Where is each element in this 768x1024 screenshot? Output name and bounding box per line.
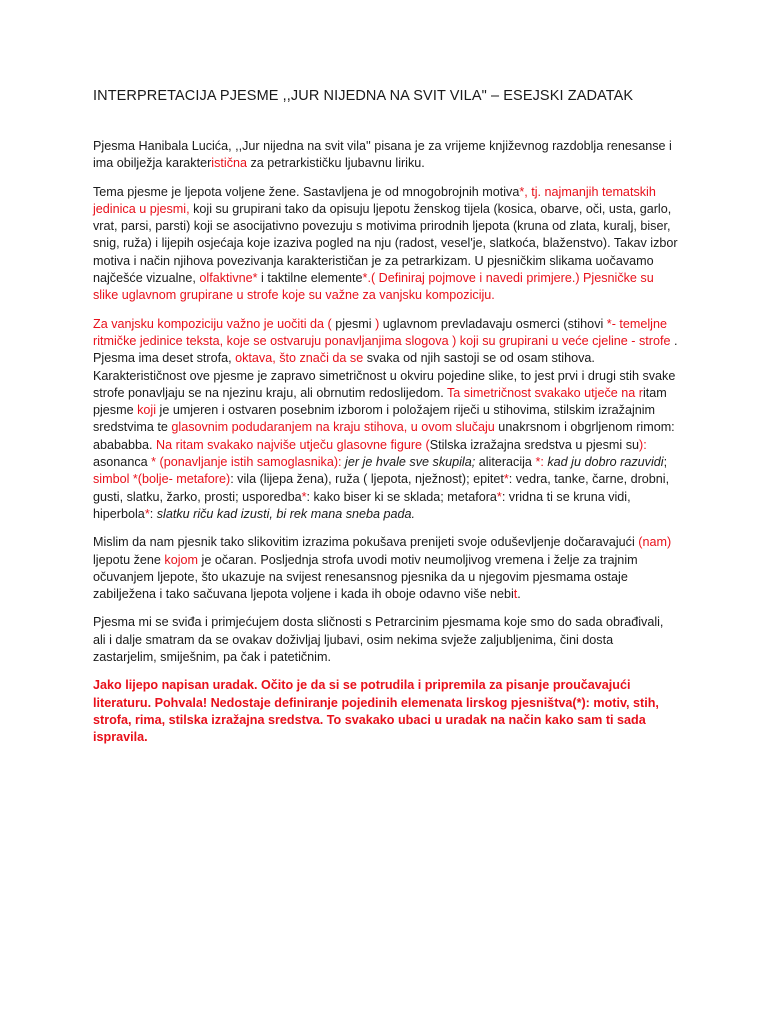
body-text: uglavnom prevladavaju osmerci (stihovi	[379, 316, 607, 331]
body-text: svaka od njih sastoji se od osam stihova. Karakterističnost ove pjesme je zapravo simetričnost u okviru pojedine slike, to jest prvi i drugi stih svake strofe ponavljaju se na njezinu kraju, ali obrnutim redoslijedom.	[93, 351, 676, 400]
body-text: Mislim da nam pjesnik tako slikovitim izrazima pokušava prenijeti svoje oduševljenje dočaravajući	[93, 535, 639, 550]
correction-text: oktava, što znači da se	[235, 351, 364, 366]
feedback-text: Jako lijepo napisan uradak. Očito je da si se potrudila i pripremila za pisanje proučavajući literaturu. Pohvala! Nedostaje definiranje pojedinih elemenata lirskog pjesništva(*): motiv, stih, strofa, rima, stilska izražajna sredstva. To svakako ubaci u uradak na način kako sam ti sada ispravila.	[93, 678, 659, 745]
body-text: : vedra, tanke, čarne, drobni, gusti, slatku, žarko, prosti; usporedba	[93, 472, 670, 504]
quotation-text: kad ju dobro razuvidi	[543, 455, 664, 470]
correction-text: olfaktivne*	[199, 271, 258, 286]
correction-text: * (ponavljanje istih samoglasnika):	[151, 455, 342, 470]
correction-text: Ta simetričnost svakako utječe na r	[446, 385, 643, 400]
body-text: ljepotu žene	[93, 552, 165, 567]
body-text: : vridna ti se kruna vidi, hiperbola	[93, 489, 631, 521]
correction-text: *- temeljne ritmičke jedinice teksta, koje se ostvaruju ponavljanjima slogova )	[93, 316, 667, 348]
body-text: ;	[663, 455, 668, 470]
correction-text: istična	[211, 156, 247, 171]
body-text: Pjesma mi se sviđa i primjećujem dosta sličnosti s Petrarcinim pjesmama koje smo do sada obrađivali, ali i dalje smatram da se ovakav doživljaj ljubavi, osim nekima svježe zaljubljenima, čini dosta zastarjelim, smiješnim, pa čak i patetičnim.	[93, 615, 664, 665]
body-text: za petrarkističku ljubavnu liriku.	[247, 156, 425, 171]
quotation-text: slatku riču kad izusti, bi rek mana sneba pada.	[156, 506, 416, 521]
body-text: i taktilne elemente	[257, 271, 363, 286]
body-text: asonanca	[93, 455, 152, 470]
correction-text: *	[301, 489, 307, 504]
correction-text: *	[144, 506, 150, 521]
body-text: je očaran. Posljednja strofa uvodi motiv neumoljivog vremena i želje za trajnim očuvanjem ljepote, što ukazuje na svijest renesansnog pjesnika da u njegovim pjesmama ostaje zabilježena i tako sačuvana ljepota voljene i kada ih oboje odavno više nebi	[93, 552, 638, 602]
body-text: je umjeren i ostvaren posebnim izborom i položajem riječi u stihovima, stilskim izražajnim sredstvima te	[93, 403, 656, 435]
correction-text: t	[513, 587, 518, 602]
correction-text: kojom	[164, 552, 199, 567]
body-text: .	[517, 587, 521, 602]
correction-text: glasovnim podudaranjem na kraju stihova, u ovom slučaju	[171, 420, 495, 435]
correction-text: koji su grupirani u veće cjeline - strofe	[456, 333, 671, 348]
paragraph-composition	[93, 316, 679, 524]
body-text: : kako biser ki se sklada; metafora	[306, 489, 497, 504]
body-text: : vila (lijepa žena), ruža ( ljepota, nježnost); epitet	[230, 472, 504, 487]
body-text: . Pjesma ima deset strofa,	[93, 333, 678, 366]
correction-text: *	[496, 489, 502, 504]
body-text: koji su grupirani tako da opisuju ljepotu ženskog tijela (kosica, obarve, oči, usta, garlo, vrat, parsi, parsti) koji se asocijativno povezuju s motivima prirodnih ljepota (kruna od zlata, kuralj, biser, snig, ruža) i lijepih osjećaja koje izaziva pogled na nju (radost, vesel'je, slatkoća, blaženstvo). Takav izbor motiva i način njihova povezivanja karakterističan je za petrarkizam. U pjesničkim slikama uočavamo najčešće vizualne,	[93, 201, 678, 286]
body-text: itam pjesme	[93, 385, 667, 418]
correction-text: *:	[535, 455, 544, 470]
correction-text: *.( Definiraj pojmove i navedi primjere.) Pjesničke su slike uglavnom grupirane u strofe koje su važne za vanjsku kompoziciju.	[93, 271, 654, 303]
correction-text: Za vanjsku kompoziciju važno je uočiti da (	[93, 316, 332, 331]
body-text: Stilska izražajna sredstva u pjesmi su	[429, 437, 640, 452]
paragraph-opinion	[93, 614, 679, 666]
body-text: :	[149, 506, 157, 521]
correction-text: simbol *(bolje- metafore)	[93, 472, 231, 487]
body-text: Pjesma Hanibala Lucića, ,,Jur nijedna na svit vila'' pisana je za vrijeme književnog razdoblja renesanse i ima obilježja karakter	[93, 139, 672, 171]
paragraph-theme	[93, 184, 679, 305]
body-text: Tema pjesme je ljepota voljene žene. Sastavljena je od mnogobrojnih motiva	[93, 184, 520, 199]
correction-text: ):	[639, 437, 647, 452]
body-text: aliteracija	[475, 455, 536, 470]
teacher-feedback	[93, 677, 679, 746]
correction-text: )	[375, 316, 380, 331]
correction-text: (nam)	[638, 535, 672, 550]
correction-text: Na ritam svakako najviše utječu glasovne figure (	[156, 437, 430, 452]
document-title: INTERPRETACIJA PJESME ,,JUR NIJEDNA NA SVIT VILA" – ESEJSKI ZADATAK	[93, 88, 634, 104]
correction-text: koji	[137, 403, 157, 418]
paragraph-interpretation	[93, 534, 679, 603]
document-page	[93, 88, 679, 758]
quotation-text: jer je hvale sve skupila;	[341, 455, 476, 470]
body-text: pjesmi	[331, 316, 376, 331]
paragraph-intro	[93, 138, 679, 173]
correction-text: *	[503, 472, 509, 487]
correction-text: *, tj. najmanjih tematskih jedinica u pjesmi,	[93, 184, 656, 216]
body-text: unakrsnom i obgrljenom rimom: abababba.	[93, 420, 675, 452]
